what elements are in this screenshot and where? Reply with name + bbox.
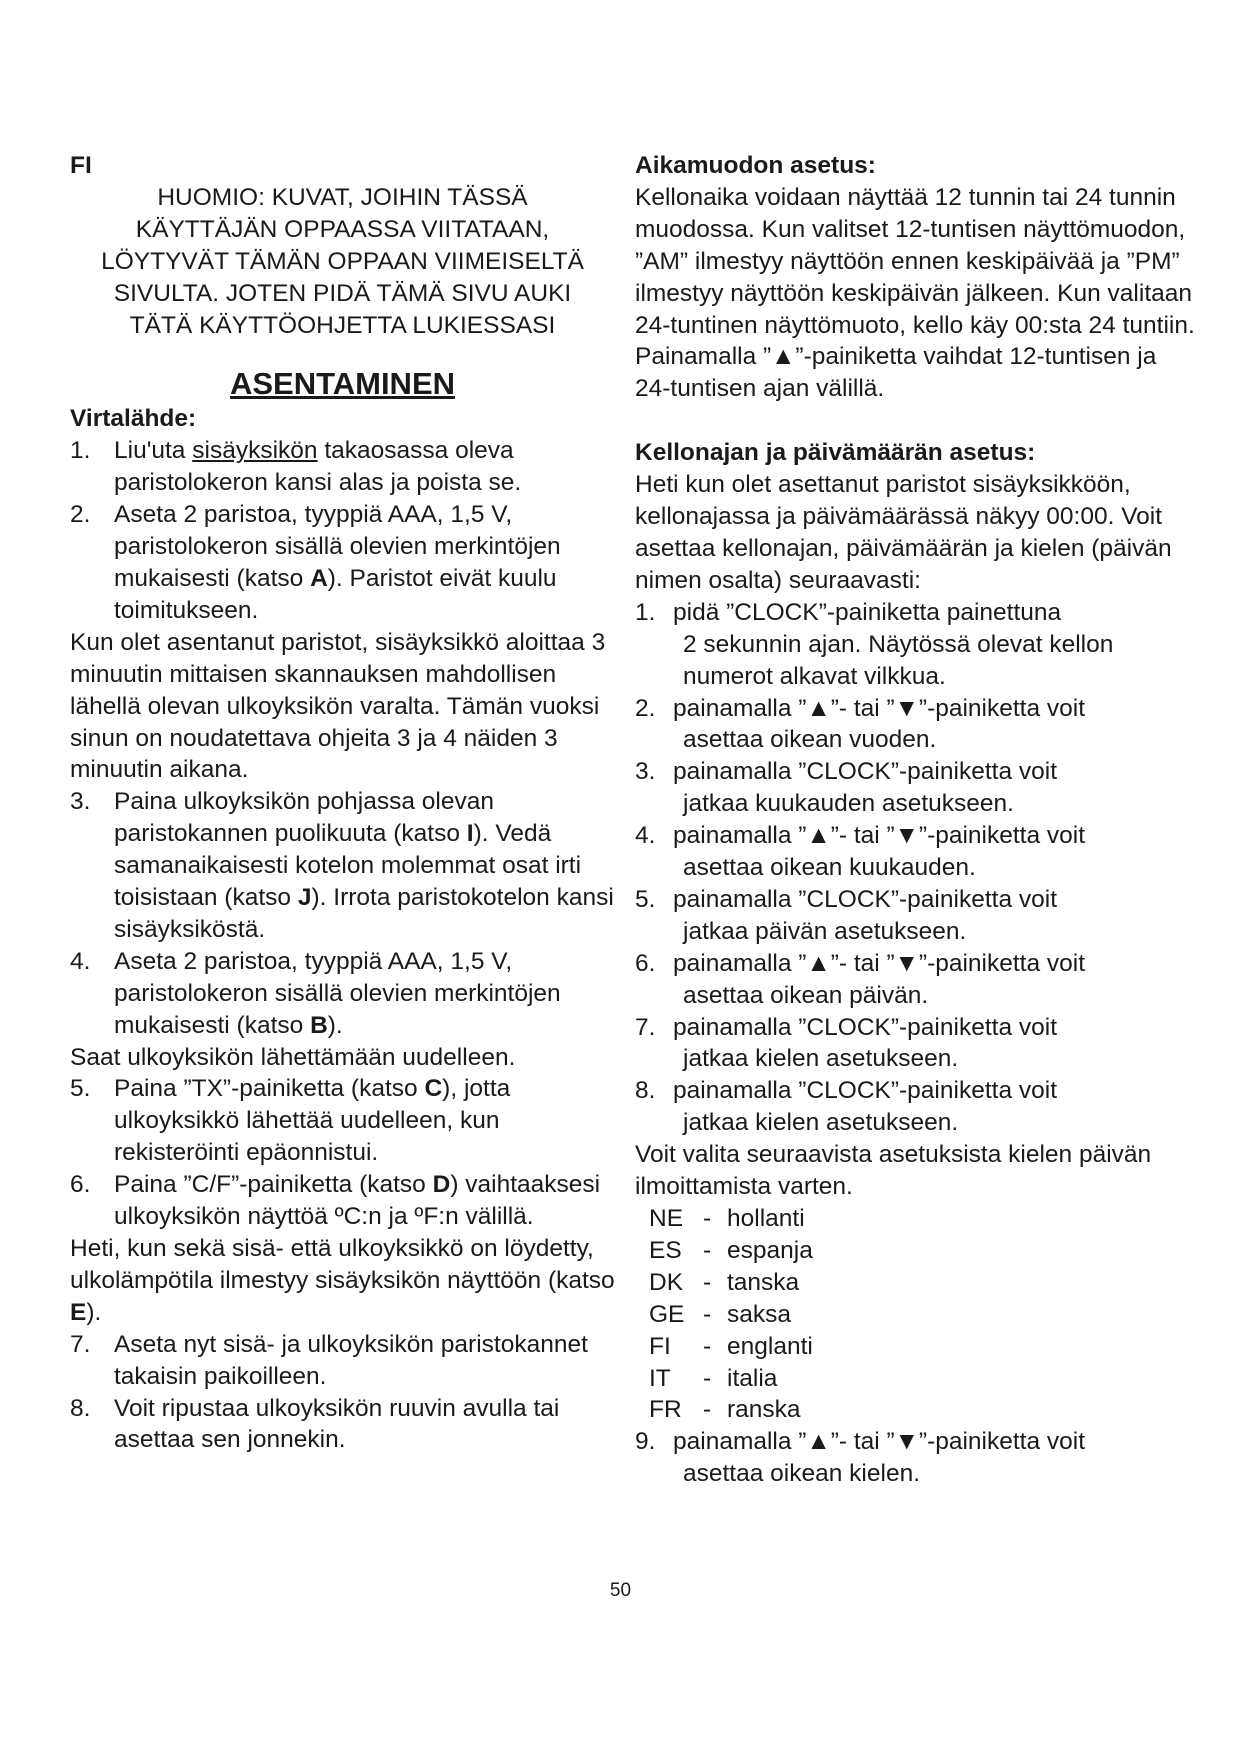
step-text: painamalla ”CLOCK”-painiketta voit [673,758,1057,786]
step-text: painamalla ”▲”- tai ”▼”-painiketta voit [673,694,1086,722]
step-text-part: Paina ”C/F”-painiketta (katso [114,1171,433,1199]
separator: - [703,1268,712,1296]
step-text-continued: asettaa oikean kuukauden. [683,854,976,882]
language-name: tanska [727,1268,800,1296]
step-text-continued: jatkaa kielen asetukseen. [683,1109,959,1137]
step-text-continued: jatkaa kielen asetukseen. [683,1045,959,1073]
step-text [114,435,615,499]
date-time-heading: Kellonajan ja päivämäärän asetus: [635,439,1036,467]
separator: - [703,1396,712,1424]
step-number: 1. [635,598,656,626]
step-text-part: takaosassa oleva paristolokeron kansi alas ja poista se. [114,437,522,497]
notice-line: TÄTÄ KÄYTTÖOHJETTA LUKIESSASI [129,311,556,339]
step-text-part: ). Vedä samanaikaisesti kotelon molemmat osat irti toisistaan (katso [114,820,582,912]
scan-paragraph: Kun olet asentanut paristot, sisäyksikkö aloittaa 3 minuutin mittaisen skannauksen mahdollisen lähellä olevan ulkoyksikön varalta. Tämän vuoksi sinun on noudatettava ohjeita 3 ja 4 näiden 3 minuutin aikana. [70,628,606,784]
step-text: painamalla ”CLOCK”-painiketta voit [673,1013,1057,1041]
paragraph-part: Heti, kun sekä sisä- että ulkoyksikkö on löydetty, ulkolämpötila ilmestyy sisäyksikön näyttöön (katso [70,1235,615,1294]
step-text-continued: asettaa oikean päivän. [683,981,929,1009]
settings-steps [635,597,1195,1139]
right-column [635,150,1195,1490]
step-number: 1. [70,437,91,465]
language-option [635,1235,1195,1267]
step-text-part: Paina ulkoyksikön pohjassa olevan paristokannen puolikuuta (katso [114,788,494,848]
section-title: ASENTAMINEN [229,366,456,402]
step-text: pidä ”CLOCK”-painiketta painettuna [673,598,1062,626]
step-text-part: Liu'uta [114,437,193,465]
step-number: 4. [70,947,91,975]
step-text: Aseta nyt sisä- ja ulkoyksikön paristokannet takaisin paikoilleen. [114,1330,588,1390]
list-item [635,884,1195,948]
step-text: Voit ripustaa ulkoyksikön ruuvin avulla tai asettaa sen jonnekin. [114,1394,560,1454]
list-item [635,1426,1195,1490]
time-format-paragraph: Kellonaika voidaan näyttää 12 tunnin tai 24 tunnin muodossa. Kun valitset 12-tuntisen näyttömuodon, ”AM” ilmestyy näyttöön ennen keskipäivää ja ”PM” ilmestyy näyttöön keskipäivän jälkeen. Kun valitaan 24-tuntinen näyttömuoto, kello käy 00:sta 24 tuntiin. Painamalla ”▲”-painiketta vaihdat 12-tuntisen ja 24-tuntisen ajan välillä. [635,183,1195,403]
notice-line: SIVULTA. JOTEN PIDÄ TÄMÄ SIVU AUKI [113,279,572,307]
step-number: 5. [635,885,656,913]
step-number: 4. [635,822,656,850]
step-text-part: ). Irrota paristokotelon kansi sisäyksiköstä. [114,884,614,943]
list-item [70,1329,615,1393]
separator: - [703,1332,712,1360]
step-text-part: ). Paristot eivät kuulu toimitukseen. [114,564,557,624]
language-option [635,1267,1195,1299]
list-item [635,597,1195,693]
language-name: englanti [727,1332,813,1360]
step-text-continued: jatkaa kuukauden asetukseen. [683,790,1014,818]
step-text-part: ). [327,1011,343,1039]
list-item [70,1169,615,1233]
figure-ref: C [424,1075,443,1103]
list-item [635,756,1195,820]
step-number: 8. [70,1394,91,1422]
notice-line: KÄYTTÄJÄN OPPAASSA VIITATAAN, [135,215,550,243]
step-number: 8. [635,1077,656,1105]
step-number: 5. [70,1075,91,1103]
step-text: painamalla ”▲”- tai ”▼”-painiketta voit [673,822,1086,850]
step-text: painamalla ”CLOCK”-painiketta voit [673,1077,1057,1105]
found-paragraph [70,1233,615,1329]
step-number: 3. [635,758,656,786]
step-text-part: Aseta 2 paristoa, tyyppiä AAA, 1,5 V, paristolokeron sisällä olevien merkintöjen mukaisesti (katso [114,501,561,592]
step-text [114,946,615,1042]
step-text-continued: asettaa oikean kielen. [683,1460,920,1488]
language-name: italia [727,1364,778,1392]
step-text-part: ), jotta ulkoyksikkö lähettää uudelleen, kun rekisteröinti epäonnistui. [114,1075,511,1167]
language-option [635,1203,1195,1235]
language-option [635,1363,1195,1395]
step-number: 7. [70,1330,91,1358]
language-option [635,1331,1195,1363]
language-option [635,1394,1195,1426]
language-code: FR [649,1396,682,1424]
step-text-continued: asettaa oikean vuoden. [683,726,937,754]
step-text: painamalla ”▲”- tai ”▼”-painiketta voit [673,1428,1086,1456]
separator: - [703,1364,712,1392]
figure-ref: E [70,1298,87,1326]
language-intro: Voit valita seuraavista asetuksista kielen päivän ilmoittamista varten. [635,1141,1152,1201]
figure-ref: I [466,820,474,848]
separator: - [703,1236,712,1264]
list-item [635,1012,1195,1076]
list-item [635,693,1195,757]
step-text [114,1073,615,1169]
step-number: 2. [70,501,91,529]
separator: - [703,1300,712,1328]
step-number: 2. [635,694,656,722]
step-text: painamalla ”▲”- tai ”▼”-painiketta voit [673,949,1086,977]
step-text-continued: jatkaa päivän asetukseen. [683,917,967,945]
list-item [70,435,615,499]
step-number: 3. [70,788,91,816]
language-code: IT [649,1364,671,1392]
step-number: 6. [635,949,656,977]
step-number: 9. [635,1428,656,1456]
language-code: FI [70,152,92,179]
date-time-paragraph: Heti kun olet asettanut paristot sisäyksikköön, kellonajassa ja päivämäärässä näkyy 00:00. Voit asettaa kellonajan, päivämäärän ja kielen (päivän nimen osalta) seuraavasti: [635,471,1172,594]
language-name: hollanti [727,1205,805,1232]
power-heading: Virtalähde: [70,405,197,433]
figures-notice [70,182,615,342]
language-list [635,1203,1195,1426]
step-text [114,499,615,627]
resend-paragraph: Saat ulkoyksikön lähettämään uudelleen. [70,1043,516,1071]
figure-ref: B [310,1011,328,1039]
step-text-part: Aseta 2 paristoa, tyyppiä AAA, 1,5 V, paristolokeron sisällä olevien merkintöjen mukaisesti (katso [114,947,561,1039]
left-column [70,150,615,1456]
list-item [70,499,615,627]
list-item [70,946,615,1042]
list-item [635,948,1195,1012]
notice-line: HUOMIO: KUVAT, JOIHIN TÄSSÄ [157,183,528,211]
step-text-part: ) vaihtaaksesi ulkoyksikön näyttöä ºC:n ja ºF:n välillä. [114,1171,601,1231]
list-item [635,820,1195,884]
figure-ref: A [310,564,328,592]
language-name: saksa [727,1300,792,1328]
step-number: 7. [635,1013,656,1041]
paragraph-part: ). [86,1298,102,1326]
step-text: painamalla ”CLOCK”-painiketta voit [673,885,1057,913]
separator: - [703,1205,712,1232]
language-code: NE [649,1205,684,1232]
language-name: espanja [727,1236,813,1264]
step-text-underlined: sisäyksikön [192,437,318,465]
step-text [114,1169,615,1233]
figure-ref: D [432,1171,451,1199]
list-item [70,1073,615,1169]
page-number: 50 [609,1580,632,1601]
language-code: FI [649,1332,671,1360]
step-text [114,786,615,946]
language-option [635,1299,1195,1331]
language-code: GE [649,1300,685,1328]
language-name: ranska [727,1396,801,1424]
step-text-part: Paina ”TX”-painiketta (katso [114,1075,425,1103]
list-item [70,1393,615,1457]
time-format-heading: Aikamuodon asetus: [635,152,876,179]
step-number: 6. [70,1171,91,1199]
list-item [70,786,615,946]
language-code: ES [649,1236,682,1264]
notice-line: LÖYTYVÄT TÄMÄN OPPAAN VIIMEISELTÄ [101,247,584,275]
list-item [635,1075,1195,1139]
step-text-continued: 2 sekunnin ajan. Näytössä olevat kellon numerot alkavat vilkkua. [683,630,1114,690]
figure-ref: J [297,884,312,912]
language-code: DK [649,1268,684,1296]
